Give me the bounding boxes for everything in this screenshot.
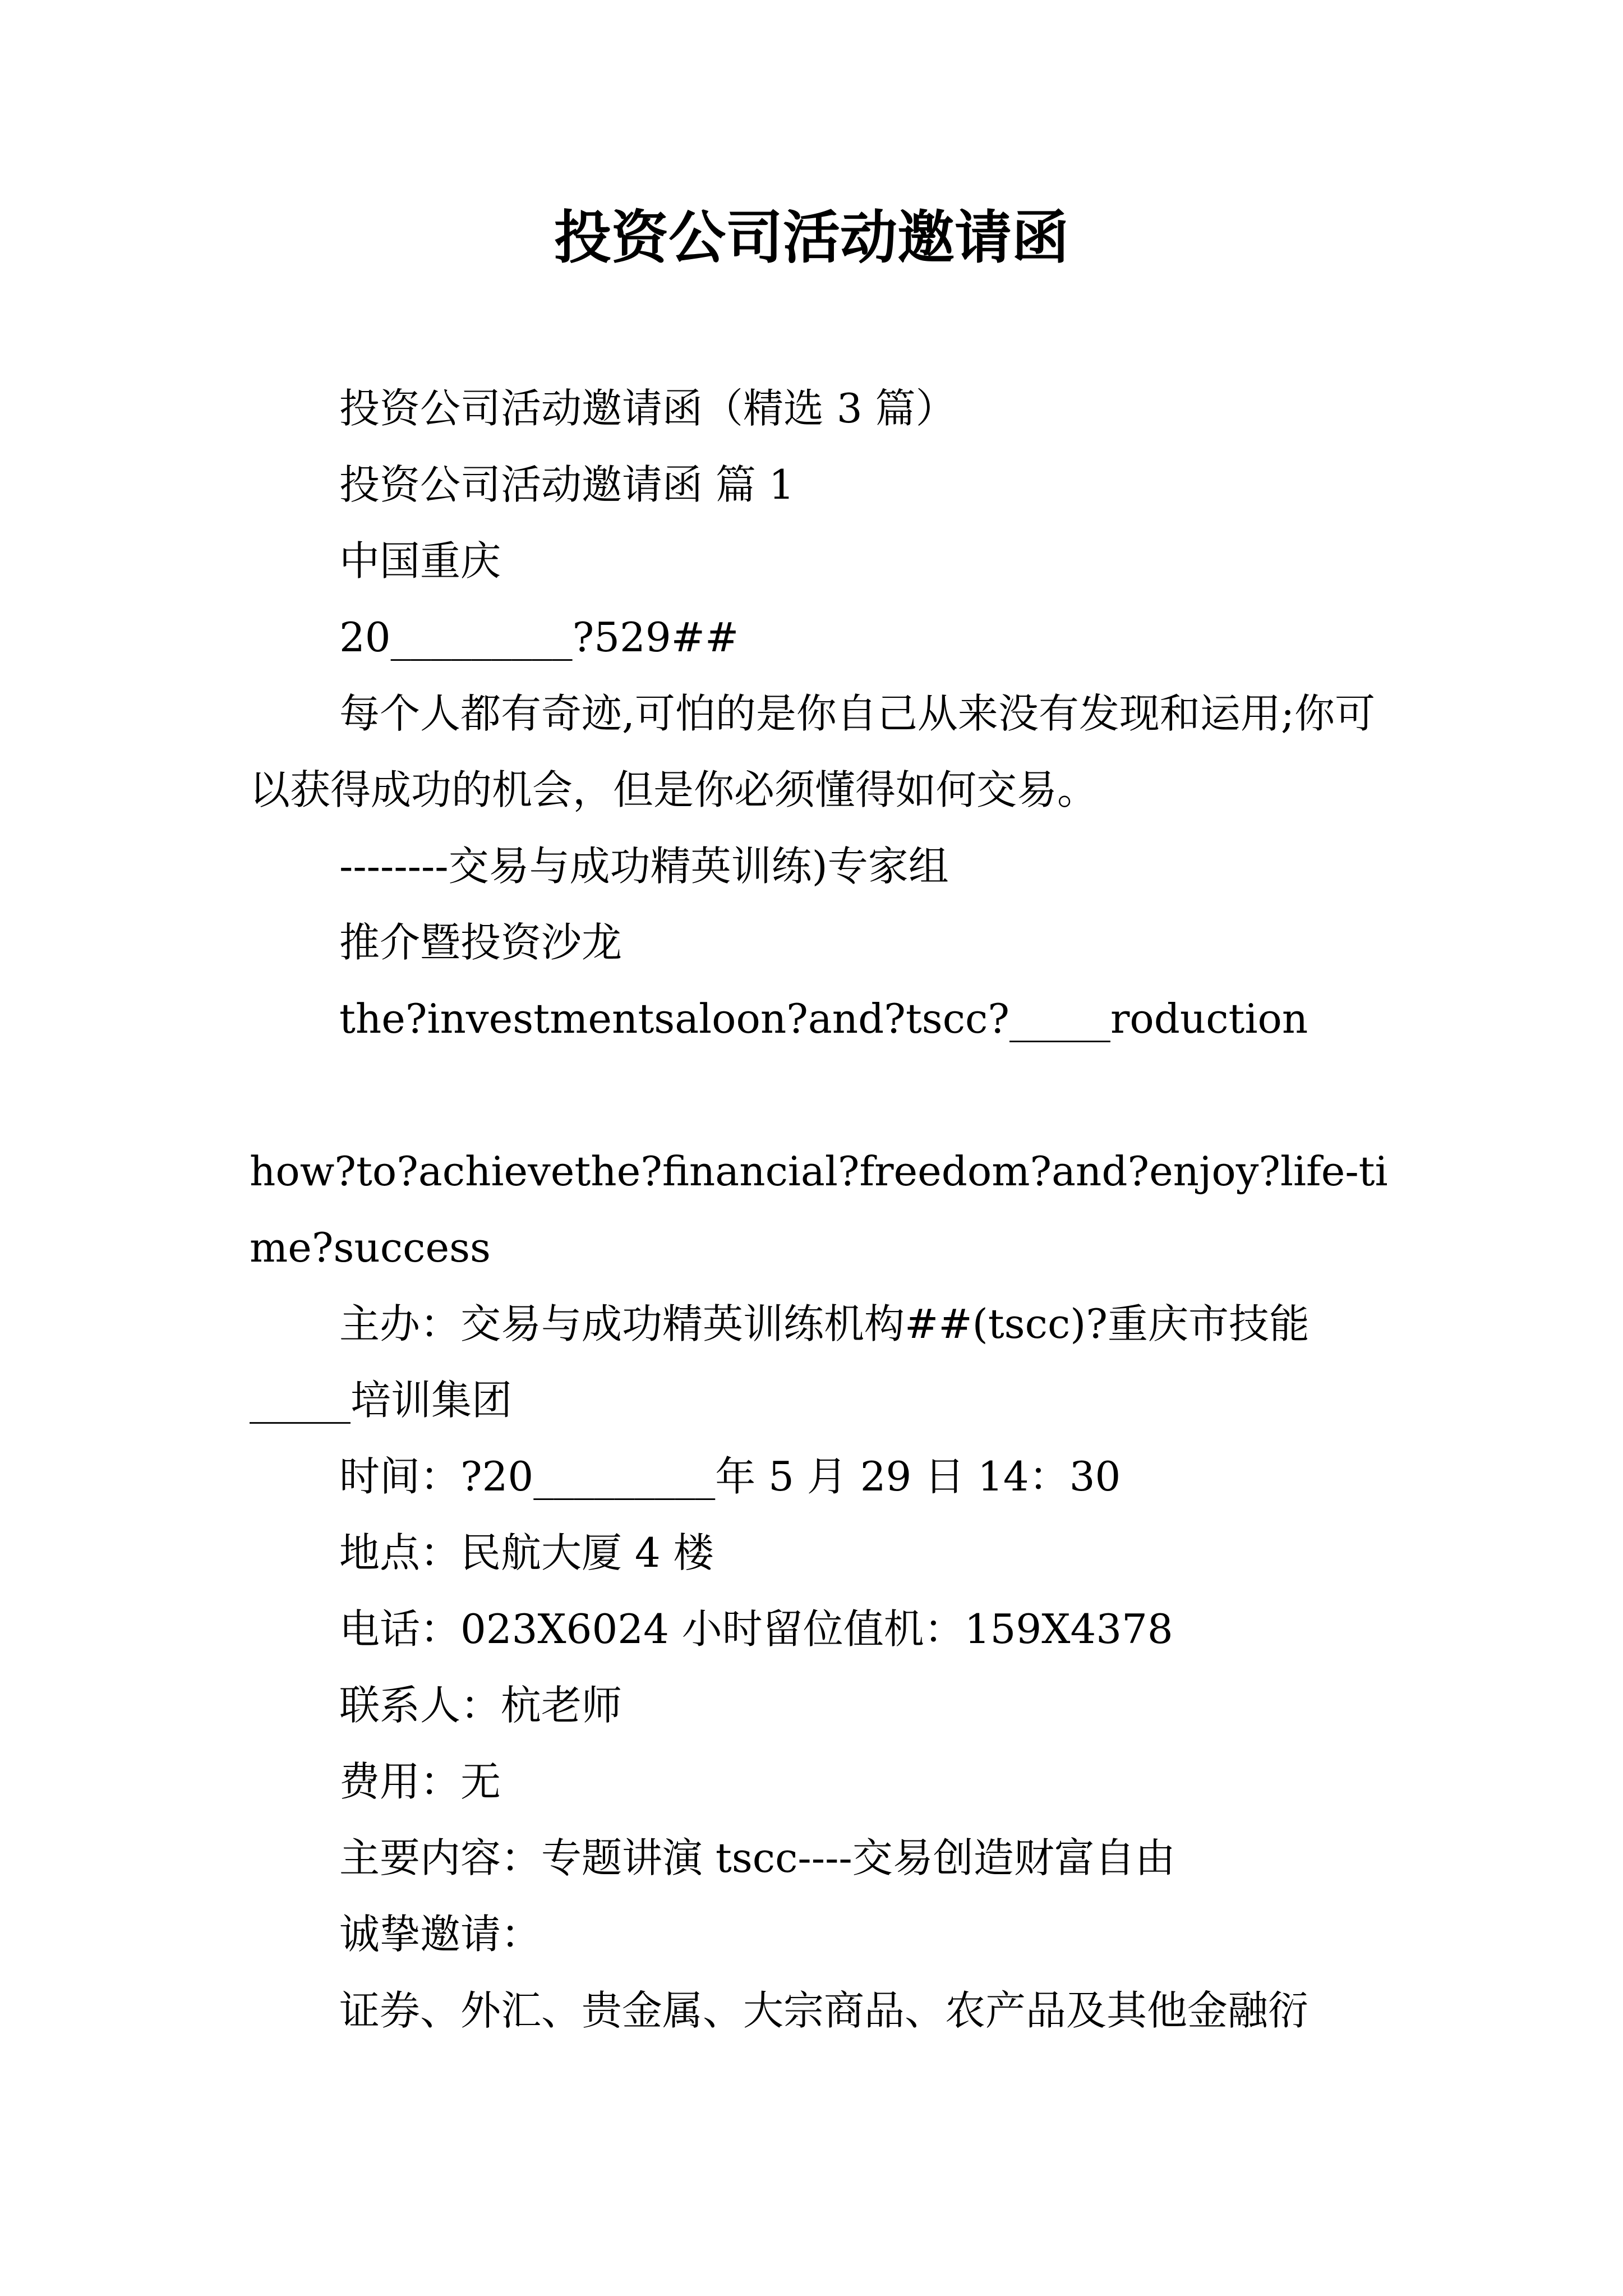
- paragraph-fee: 费用：无: [339, 1758, 501, 1805]
- paragraph-time: 时间：?20_________年 5 月 29 日 14：30: [339, 1453, 1121, 1500]
- paragraph-location: 中国重庆: [339, 537, 501, 585]
- document-body: [250, 370, 1399, 2049]
- paragraph-organizer: 主办：交易与成功精英训练机构##(tscc)?重庆市技能_____培训集团: [250, 1300, 1310, 1424]
- paragraph-date-code: 20_________?529##: [339, 614, 739, 661]
- paragraph-invitation-label: 诚挚邀请：: [339, 1911, 542, 1958]
- paragraph-invitees: 证券、外汇、贵金属、大宗商品、农产品及其他金融衍: [339, 1987, 1309, 2034]
- paragraph-event-name: 推介暨投资沙龙: [339, 919, 623, 966]
- paragraph-venue: 地点：民航大厦 4 楼: [339, 1529, 714, 1576]
- blank-line: [250, 1057, 1399, 1133]
- paragraph-quote: 每个人都有奇迹,可怕的是你自己从来没有发现和运用;你可以获得成功的机会，但是你必须懂得如何交易。: [250, 690, 1376, 813]
- paragraph-attribution: --------交易与成功精英训练)专家组: [339, 843, 949, 890]
- paragraph-section-heading: 投资公司活动邀请函 篇 1: [339, 461, 795, 508]
- paragraph-english-subtitle: how?to?achievethe?financial?freedom?and?enjoy?life-time?success: [250, 1148, 1388, 1271]
- paragraph-phone: 电话：023X6024 小时留位值机：159X4378: [339, 1605, 1173, 1653]
- paragraph-english-title: the?investmentsaloon?and?tscc?_____roduction: [339, 995, 1308, 1042]
- paragraph-main-content: 主要内容：专题讲演 tscc----交易创造财富自由: [339, 1834, 1175, 1881]
- paragraph-subtitle: 投资公司活动邀请函（精选 3 篇）: [339, 385, 956, 432]
- document-title: 投资公司活动邀请函: [554, 205, 1069, 272]
- paragraph-contact: 联系人：杭老师: [339, 1682, 623, 1729]
